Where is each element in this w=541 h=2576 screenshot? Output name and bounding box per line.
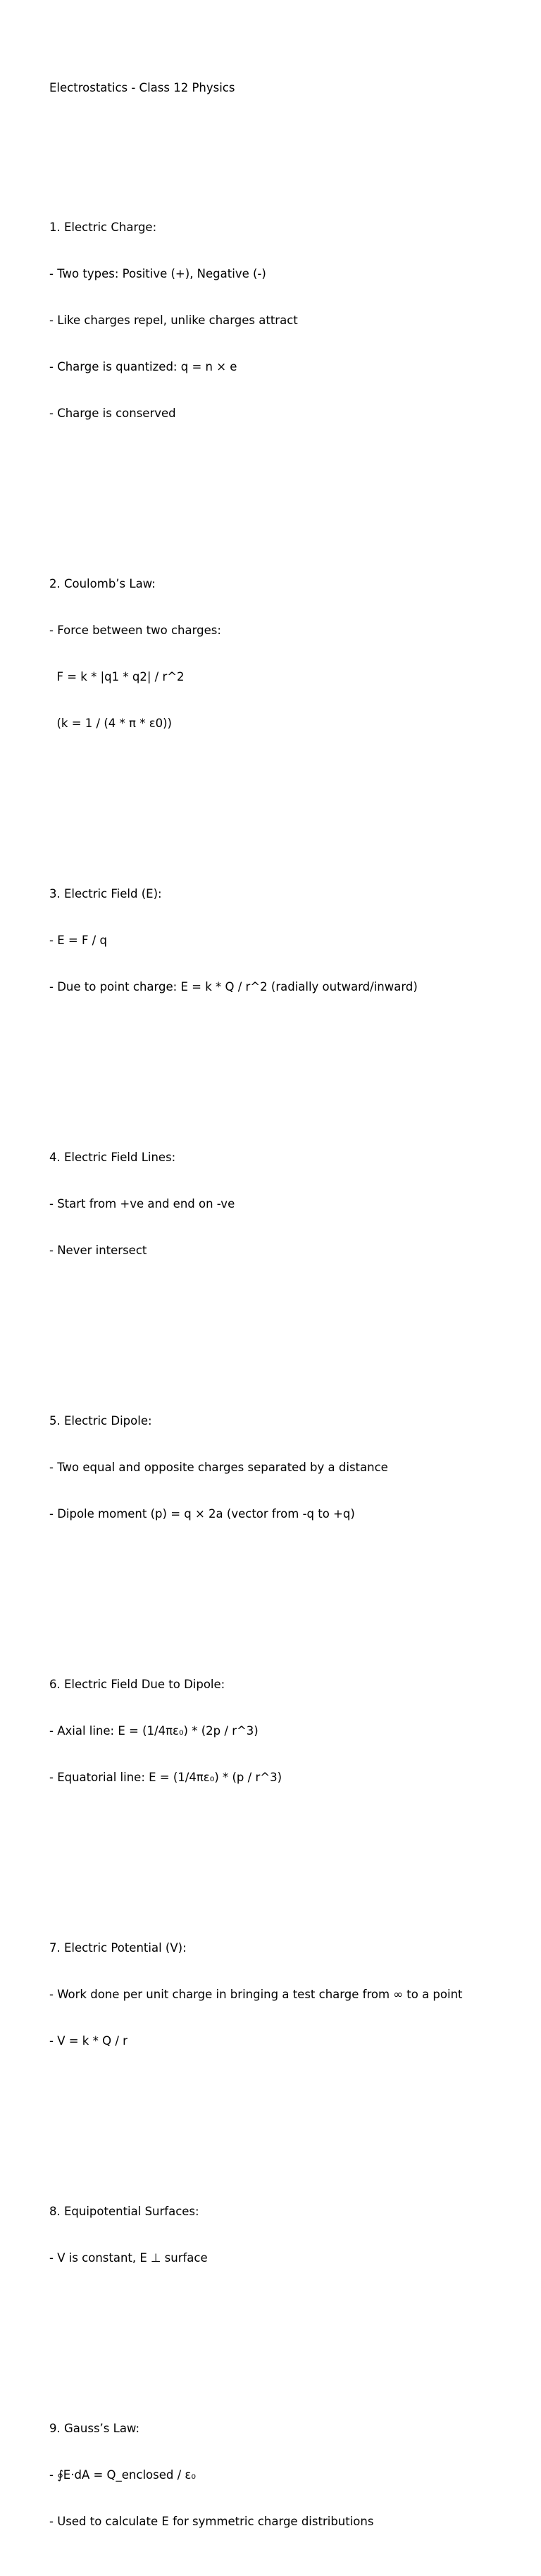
section-line: - Equatorial line: E = (1/4πε₀) * (p / r^3) xyxy=(49,1771,282,1784)
document-body xyxy=(49,49,528,2576)
section-electric-field xyxy=(49,855,528,1026)
section-line: - Due to point charge: E = k * Q / r^2 (radially outward/inward) xyxy=(49,980,418,993)
section-heading: 3. Electric Field (E): xyxy=(49,887,162,900)
section-line: - Never intersect xyxy=(49,1244,147,1257)
section-field-due-to-dipole xyxy=(49,1646,528,1816)
blank-line xyxy=(49,1057,528,1072)
section-line: - Two types: Positive (+), Negative (-) xyxy=(49,267,266,280)
section-heading: 4. Electric Field Lines: xyxy=(49,1151,176,1164)
section-electric-charge xyxy=(49,189,528,452)
section-field-lines xyxy=(49,1119,528,1289)
section-line: - Dipole moment (p) = q × 2a (vector from -q to +q) xyxy=(49,1507,355,1521)
section-line: - V = k * Q / r xyxy=(49,2034,128,2048)
blank-line xyxy=(49,127,528,142)
blank-line xyxy=(49,793,528,809)
section-heading: 6. Electric Field Due to Dipole: xyxy=(49,1678,225,1691)
section-line: - Force between two charges: xyxy=(49,624,221,637)
blank-line xyxy=(49,1584,528,1599)
section-line: - Used to calculate E for symmetric charge distributions xyxy=(49,2515,374,2528)
section-gauss-law xyxy=(49,2390,528,2560)
document-title: Electrostatics - Class 12 Physics xyxy=(49,81,235,94)
section-heading: 8. Equipotential Surfaces: xyxy=(49,2205,199,2218)
section-line: - ∮E·dA = Q_enclosed / ε₀ xyxy=(49,2468,196,2482)
blank-line xyxy=(49,483,528,499)
section-line: - Start from +ve and end on -ve xyxy=(49,1197,235,1210)
section-line: - V is constant, E ⊥ surface xyxy=(49,2251,208,2265)
blank-line xyxy=(49,1320,528,1336)
section-equipotential-surfaces xyxy=(49,2173,528,2297)
section-electric-potential xyxy=(49,1909,528,2080)
blank-line xyxy=(49,2111,528,2126)
section-line: - Two equal and opposite charges separated by a distance xyxy=(49,1461,388,1474)
section-line: - E = F / q xyxy=(49,934,107,947)
section-line: (k = 1 / (4 * π * ε0)) xyxy=(49,717,172,730)
section-line: - Charge is quantized: q = n × e xyxy=(49,360,237,373)
section-heading: 5. Electric Dipole: xyxy=(49,1414,152,1428)
section-heading: 7. Electric Potential (V): xyxy=(49,1941,187,1955)
section-line: - Axial line: E = (1/4πε₀) * (2p / r^3) xyxy=(49,1724,259,1738)
section-coulombs-law xyxy=(49,545,528,762)
section-line: - Work done per unit charge in bringing a test charge from ∞ to a point xyxy=(49,1988,463,2001)
section-line: - Like charges repel, unlike charges attract xyxy=(49,314,298,327)
blank-line xyxy=(49,2328,528,2343)
section-line: - Charge is conserved xyxy=(49,407,176,420)
section-heading: 1. Electric Charge: xyxy=(49,221,157,234)
section-line: F = k * |q1 * q2| / r^2 xyxy=(49,670,185,683)
section-heading: 2. Coulomb’s Law: xyxy=(49,577,156,590)
section-heading: 9. Gauss’s Law: xyxy=(49,2422,140,2435)
section-electric-dipole xyxy=(49,1382,528,1553)
blank-line xyxy=(49,1847,528,1863)
